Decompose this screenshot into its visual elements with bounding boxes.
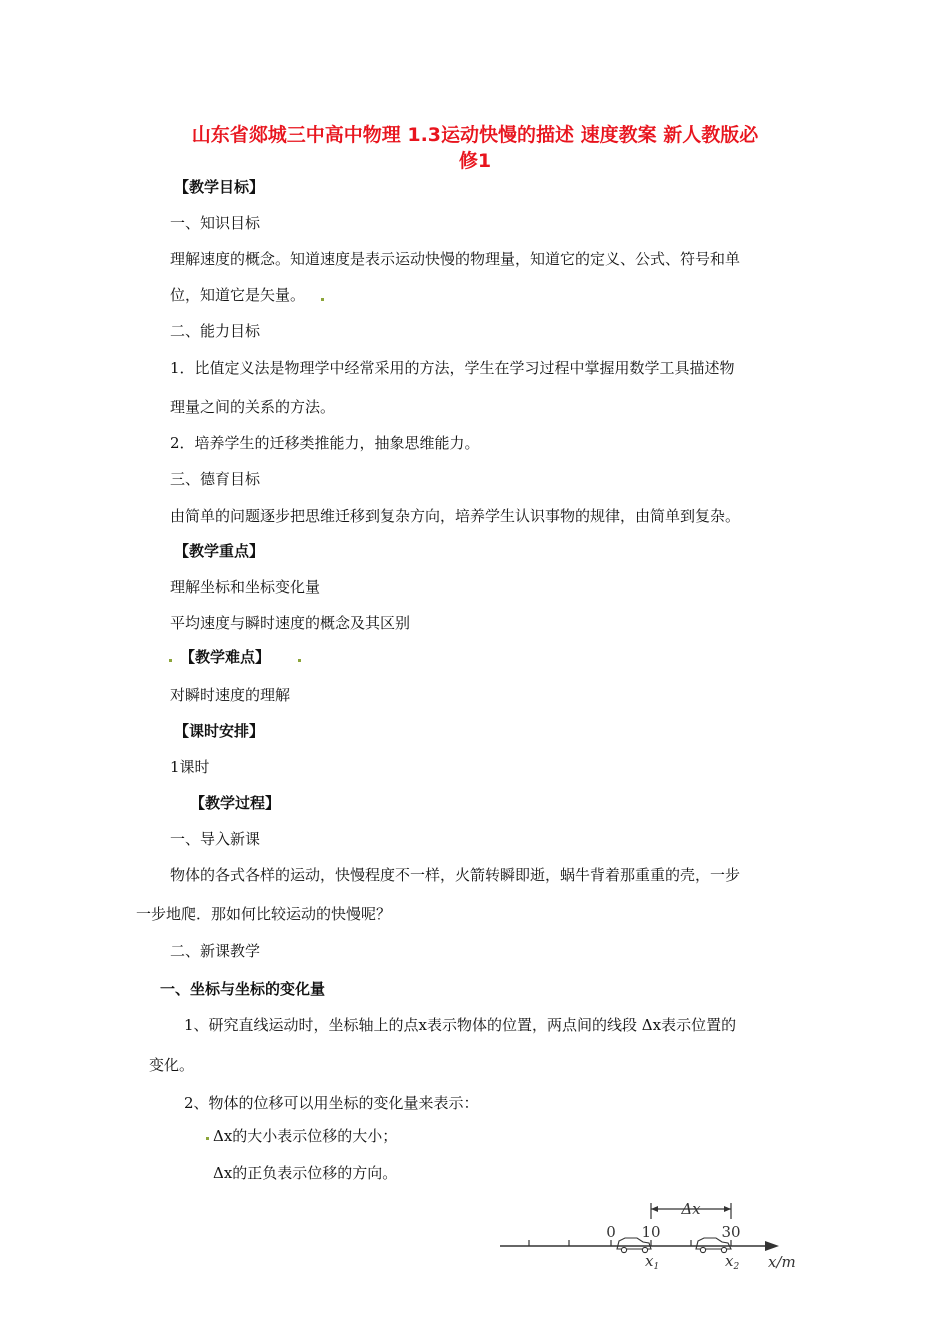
coord-sub2: Δx的正负表示位移的方向。 <box>213 1164 398 1182</box>
document-title-line2: 修1 <box>458 150 492 172</box>
schedule-item: 1课时 <box>170 758 210 776</box>
delta-x-label: Δx <box>681 1200 701 1218</box>
tick-label-0: 0 <box>606 1223 616 1241</box>
new-lesson-heading: 二、新课教学 <box>170 942 261 960</box>
key-item2: 平均速度与瞬时速度的概念及其区别 <box>170 614 411 632</box>
x2-label <box>725 1252 739 1272</box>
x1-letter: x <box>645 1252 654 1270</box>
ability-item2: 2．培养学生的迁移类推能力，抽象思维能力。 <box>170 434 480 452</box>
coord-item2: 2、物体的位移可以用坐标的变化量来表示： <box>184 1094 479 1112</box>
moral-heading: 三、德育目标 <box>170 470 261 488</box>
tick-label-10: 10 <box>641 1223 661 1241</box>
goals-heading: 【教学目标】 <box>174 178 265 196</box>
difficult-item: 对瞬时速度的理解 <box>170 686 291 704</box>
difficult-heading: 【教学难点】 <box>180 648 271 666</box>
x-axis-arrow <box>765 1241 779 1251</box>
process-heading: 【教学过程】 <box>190 794 281 812</box>
stray-dot <box>206 1137 209 1140</box>
key-item1: 理解坐标和坐标变化量 <box>170 578 321 596</box>
ability-item1-line1: 1．比值定义法是物理学中经常采用的方法，学生在学习过程中掌握用数学工具描述物 <box>170 359 735 377</box>
coordinate-axis-figure <box>495 1195 815 1275</box>
ability-heading: 二、能力目标 <box>170 322 261 340</box>
intro-text-line1: 物体的各式各样的运动，快慢程度不一样，火箭转瞬即逝，蜗牛背着那重重的壳，一步 <box>170 866 741 884</box>
tick-label-30: 30 <box>721 1223 741 1241</box>
bracket-right-arrow <box>724 1206 731 1212</box>
axis-unit-label: x/m <box>768 1253 796 1271</box>
knowledge-text-line2: 位，知道它是矢量。 <box>170 286 306 304</box>
stray-dot <box>298 659 301 662</box>
coord-heading: 一、坐标与坐标的变化量 <box>160 980 326 998</box>
bracket-left-arrow <box>651 1206 658 1212</box>
schedule-heading: 【课时安排】 <box>174 722 265 740</box>
x2-subscript: 2 <box>733 1262 740 1272</box>
knowledge-heading: 一、知识目标 <box>170 214 261 232</box>
key-heading: 【教学重点】 <box>174 542 265 560</box>
coord-item1-line1: 1、研究直线运动时，坐标轴上的点x表示物体的位置，两点间的线段 Δx表示位置的 <box>184 1016 737 1034</box>
coord-item1-line2: 变化。 <box>149 1056 195 1074</box>
x1-subscript: 1 <box>653 1262 660 1272</box>
stray-dot <box>169 659 172 662</box>
intro-text-line2: 一步地爬．那如何比较运动的快慢呢？ <box>136 905 392 923</box>
document-title-line1: 山东省郯城三中高中物理 1.3运动快慢的描述 速度教案 新人教版必 <box>191 124 759 146</box>
moral-text: 由简单的问题逐步把思维迁移到复杂方向，培养学生认识事物的规律，由简单到复杂。 <box>170 507 741 525</box>
intro-heading: 一、导入新课 <box>170 830 261 848</box>
stray-dot <box>321 298 324 301</box>
knowledge-text-line1: 理解速度的概念。知道速度是表示运动快慢的物理量，知道它的定义、公式、符号和单 <box>170 250 741 268</box>
coord-sub1: Δx的大小表示位移的大小； <box>213 1127 398 1145</box>
x2-letter: x <box>725 1252 734 1270</box>
ability-item1-line2: 理量之间的关系的方法。 <box>170 398 336 416</box>
x1-label <box>645 1252 659 1272</box>
